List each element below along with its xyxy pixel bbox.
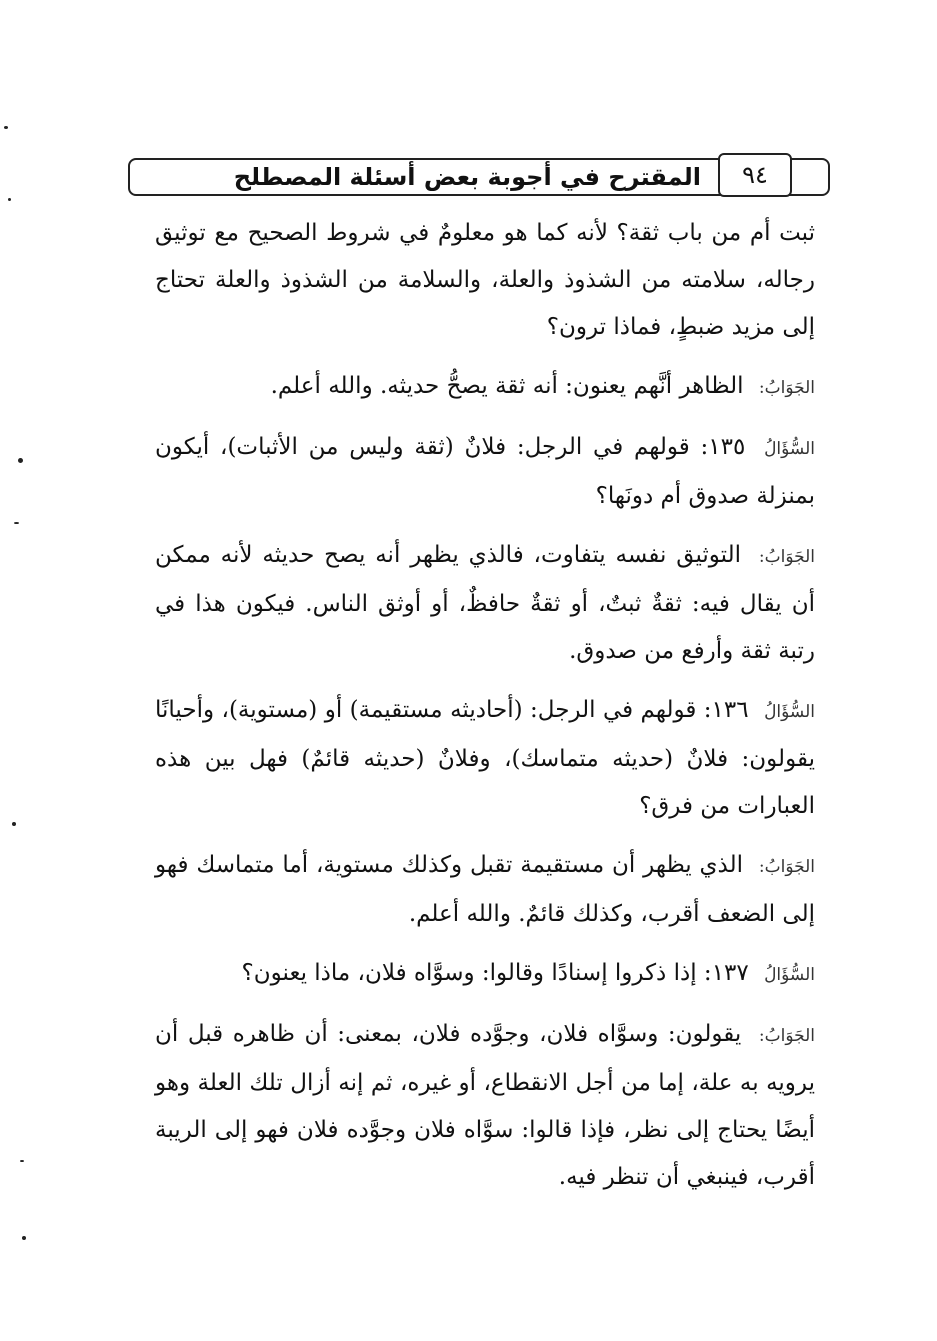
paragraph-text: ١٣٥: قولهم في الرجل: فلانٌ (ثقة وليس من الأثبات)، أيكون بمنزلة صدوق أم دونَها؟ (155, 434, 815, 509)
page-number: ٩٤ (718, 153, 792, 197)
paragraph-text: الذي يظهر أن مستقيمة تقبل وكذلك مستوية، أما متماسك فهو إلى الضعف أقرب، وكذلك قائمٌ. والله أعلم. (155, 852, 815, 927)
question-label: السُّؤَالُ (764, 439, 815, 459)
answer-paragraph (155, 532, 815, 675)
page-body (155, 210, 815, 1213)
scan-speck (8, 198, 11, 201)
answer-label: الجَوَابُ: (758, 547, 816, 567)
paragraph-text: ١٣٦: قولهم في الرجل: (أحاديثه مستقيمة) أو (مستوية)، وأحيانًا يقولون: فلانٌ (حديثه متماسك)، وفلانٌ (حديثه قائمٌ) فهل بين هذه العبارات من فرق؟ (155, 697, 815, 819)
question-label: السُّؤَالُ (764, 965, 815, 985)
answer-label: الجَوَابُ: (758, 378, 815, 398)
question-paragraph (155, 424, 815, 520)
question-paragraph (155, 950, 815, 999)
scan-speck (4, 126, 8, 129)
answer-paragraph (155, 842, 815, 938)
question-paragraph (155, 687, 815, 830)
paragraph-text: التوثيق نفسه يتفاوت، فالذي يظهر أنه يصح حديثه لأنه ممكن أن يقال فيه: ثقةٌ ثبتٌ، أو ثقةٌ حافظٌ، أو أوثق الناس. فيكون هذا في رتبة ثقة وأرفع من صدوق. (155, 542, 815, 664)
scan-speck (14, 522, 19, 524)
paragraph-text: يقولون: وسوَّاه فلان، وجوَّده فلان، بمعنى: أن ظاهره قبل أن يرويه به علة، إما من أجل الانقطاع، أو غيره، ثم إنه أزال تلك العلة وهو أيضًا يحتاج إلى نظر، فإذا قالوا: سوَّاه فلان وجوَّده فلان فهو إلى الريبة أقرب، فينبغي أن تنظر فيه. (155, 1021, 815, 1190)
paragraph-text: الظاهر أنَّهم يعنون: أنه ثقة يصحُّ حديثه. والله أعلم. (270, 373, 744, 399)
running-header-title: المقترح في أجوبة بعض أسئلة المصطلح (233, 163, 701, 191)
answer-label: الجَوَابُ: (758, 1026, 816, 1046)
paragraph-continuation (155, 210, 815, 351)
question-label: السُّؤَالُ (764, 702, 815, 722)
paragraph-text: ثبت أم من باب ثقة؟ لأنه كما هو معلومٌ في شروط الصحيح مع توثيق رجاله، سلامته من الشذوذ والعلة، والسلامة من الشذوذ والعلة تحتاج إلى مزيد ضبطٍ، فماذا ترون؟ (155, 220, 815, 340)
scan-speck (12, 822, 16, 826)
scan-speck (22, 1236, 26, 1240)
answer-label: الجَوَابُ: (758, 857, 815, 877)
scan-speck (20, 1160, 24, 1162)
answer-paragraph (155, 1011, 815, 1201)
paragraph-text: ١٣٧: إذا ذكروا إسنادًا وقالوا: وسوَّاه فلان، ماذا يعنون؟ (241, 960, 749, 986)
scan-speck (18, 458, 23, 463)
answer-paragraph (155, 363, 815, 412)
